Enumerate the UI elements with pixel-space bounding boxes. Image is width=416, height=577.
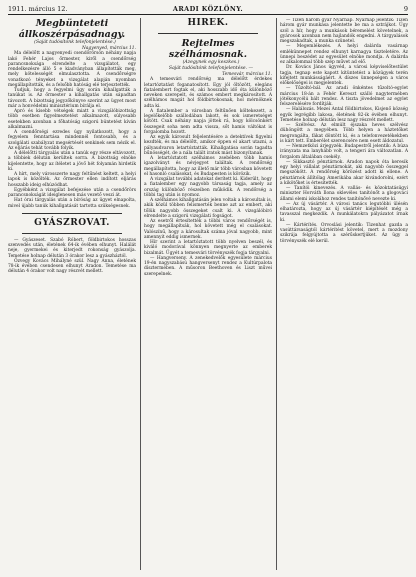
article-paragraph: Az esetről értesítették a többi város rendőrségét is, hogy megállapítsák, hol követett még el csalásokat. Valószínű, hogy a károsultak száma jóval nagyobb, mint amennyit eddig ismernek. bbox=[144, 219, 272, 240]
section-divider bbox=[158, 33, 258, 34]
article-paragraph: — Tűzoltó-bál. Az aradi önkéntes tűzoltó-egylet március 18-án a Fehér Kereszt szálló nagytermében jótékonycélú bált rendez. A tiszta jövedelmet az egylet felszerelésére fordítják. bbox=[280, 86, 408, 107]
page-number: 9 bbox=[403, 5, 408, 13]
article-headline: Rejtelmes szélhámosnak. bbox=[168, 38, 248, 60]
article-paragraph: Egyébként a vizsgálat befejezése után a csendőrörs parancsnokságát ideiglenesen más vezető veszi át. bbox=[8, 187, 136, 198]
article-paragraph: — Tanítói kinevezés. A vallás- és közoktatásügyi miniszter Horváth Ilona oklevéles tanítónőt a glogováci állami elemi iskolához rendes tanítónővé nevezte ki. bbox=[280, 186, 408, 202]
masthead bbox=[8, 4, 408, 15]
article-paragraph: Özvegy Kovács Mihályné szül. Nagy Anna, életének 78-ik évében csendesen elhunyt Aradon. Temetése ma délután 4 órakor volt nagy részvét mellett. bbox=[8, 258, 136, 275]
article-paragraph: — Halálozás. Mezei Antal földbirtokos, Kisjenő község egyik legrégibb lakosa, életének 82-ik évében elhunyt. Temetése holnap délután lesz nagy részvét mellett. bbox=[280, 107, 408, 123]
article-dateline: Temesvár, március 11. bbox=[222, 72, 272, 77]
article-paragraph: A fiatalember a városban feltűnően költekezett, a legelőkelőbb szállodában lakott, és sok ismeretséget kötött. Csak néhány napja jöttek rá, hogy kölcsönkért összegeit soha nem adta vissza, sőt hamis váltókat is forgalomba hozott. bbox=[144, 108, 272, 135]
article-byline: (Saját tudósítónk telefonjelentése.) bbox=[34, 40, 116, 45]
article-paragraph: — Megemlékezés. A helyi dalárda vasárnap emlékünnepet rendez elhunyt karnagya tiszteletére. Az ünnepi beszédet az egyesület elnöke mondja. A dalárda ez alkalommal több szép művet ad elő. bbox=[280, 44, 408, 65]
article-paragraph: Az egyik károsult feljelentésére a detektívek figyelni kezdték, és ma délelőtt, amikor éppen el akart utazni, a pályaudvaron letartóztatták. Kihallgatása során tagadta bűnösségét, de a nála talált iratok mást bizonyítanak. bbox=[144, 135, 272, 156]
article-paragraph: — Nemzetközi árjegyzék. Budapestről jelentik: A búza irányzata ma lanyhább volt, a tengeri ára változatlan. A forgalom általában csekély. bbox=[280, 144, 408, 160]
newspaper-title: ARADI KÖZLÖNY. bbox=[172, 5, 244, 13]
article-paragraph: A vizsgálat további adatokat derített ki. Kiderült, hogy a fiatalember egy nagyobb társaság tagja, amely az ország különböző részeiben működik. A rendőrség a többi tag után is nyomoz. bbox=[144, 177, 272, 198]
article-paragraph: A letartóztatott szélhámos zsebében több hamis igazolványt és névjegyet találtak. A rendőrség megállapította, hogy az illető már több városban követett el hasonló csalásokat, és Budapesten is körözik. bbox=[144, 156, 272, 177]
section-divider bbox=[22, 233, 122, 234]
article-paragraph: — Szélvész. Az elmúlt éjszaka heves szélvész dühöngött a megyében. Több helyen a háztetőket megrongálta, fákat döntött ki, és a telefonvezetékekben is kárt tett. Emberélet szerencsére nem esett áldozatul. bbox=[280, 123, 408, 144]
article-headline: Megbünteteti állkoszérpásadnagy. bbox=[18, 18, 126, 40]
article-paragraph: A szélhámos kihallgatásán jelen voltak a károsultak is, akik közül többen felismerték benne azt az embert, aki tőlük nagyobb összegeket csalt ki. A vizsgálóbíró elrendelte a szigorú vizsgálati fogságot. bbox=[144, 198, 272, 219]
article-subheading: (Azegynek egy keszkes.) bbox=[182, 60, 240, 65]
article-paragraph: — Hangverseny. A zenekedvelők egyesülete március 19-én nagyszabású hangversenyt rendez a Kultúrpalota dísztermében. A műsoron Beethoven és Liszt művei szerepelnek. bbox=[144, 255, 272, 277]
article-paragraph: Tudjuk, hogy a fegyelmi ügy során kihallgatták a tanúkat is. Az őrmester a kihallgatás után sápadtan távozott. A bizottság jegyzőkönyve szerint az ügyet most már a honvédelmi minisztérium bírálja el. bbox=[8, 88, 136, 109]
article-paragraph: Hat órai tárgyalás után a bíróság az ügyet elnapolta, mivel újabb tanúk kihallgatását tartotta szükségesnek. bbox=[8, 198, 136, 209]
section-divider bbox=[22, 213, 122, 214]
column-right bbox=[280, 18, 408, 573]
article-paragraph: A temesvári rendőrség ma délelőtt érdekes letartóztatást foganatosított. Egy jól öltözött, elegáns fiatalembert fogtak el, aki hosszabb idő óta különböző neveken szerepelt, és számos embert megkárosított. A szélhámos magát hol földbirtokosnak, hol mérnöknek adta ki. bbox=[144, 77, 272, 109]
article-paragraph: — Kártérítés. Orvoslási jelentik: Tizenhat gazda a vasúttársaságtól kártérítést követel, mert a mozdony szikrája felgyújtotta a szérűskertjüket. Az ügy a törvényszék elé kerül. bbox=[280, 222, 408, 244]
article-paragraph: Ma délelőtt a nagyenyedi csendőrörsön néhány napja lakó Fehér Lajos őrmester, kiről a csendőrség parancsnoksága elrendelte a vizsgálatot, egy rendelkezésre álló 5 e kiadványban állapították meg, mely kötelességét elmulasztotta. A csendőrségre vonatkozó tényeket a vizsgálat alapján nyomban megállapították, és a felsőbb hatóság elé terjesztették. bbox=[8, 51, 136, 88]
article-paragraph: — Az új vásártér. A városi tanács legutóbbi ülésén elhatározta, hogy az új vásártér kiépítését még a tavasszal megkezdik. A munkálatokra pályázatot írnak ki. bbox=[280, 201, 408, 223]
article-paragraph: — Sikkasztó pénztárnok. Aradon napok óta keresik egy helyi vállalat pénztárnokát, aki nagyobb összeggel megszökött. A rendőrség körözést adott ki ellene. A pénztárnok állítólag Amerikába akar kivándorolni, ezért a kikötőket is értesítették. bbox=[280, 159, 408, 186]
article-dateline: Nagyenyed, március 11. bbox=[81, 46, 136, 51]
article-paragraph: Dr. Kovács János ügyvéd, a városi képviselőtestület tagja, tegnap este kapott kitüntetést a közügyek terén kifejtett munkásságáért. A díszes ünnepségen a város előkelőségei is megjelentek. bbox=[280, 65, 408, 86]
article-paragraph: — Tizen három gyár Nyárnap. Nyárnap jelentik: Tizen három gyár munkása jelentette be ma a sztrájkot. Úgy szól a hír, hogy a munkások béremelést követelnek, a gyárosok azonban nem hajlandók engedni. A tárgyalások megszakadtak, a munka szünetel. bbox=[280, 18, 408, 44]
column-left bbox=[8, 18, 136, 573]
column-rule bbox=[140, 18, 141, 570]
article-paragraph: Apró és kisebb vétségek miatt a vizsgálóbizottság több esetben figyelmeztetést alkalmazott, súlyosabb esetekben azonban a főhatóság szigorú büntetést kíván alkalmazni. bbox=[8, 109, 136, 130]
article-paragraph: A délelőtti tárgyalás után a tanúk egy része eltávozott, a többiek délután kerültek sorra. A bizottság elnöke kijelentette, hogy az ítéletet a jövő hét folyamán hirdetik ki. bbox=[8, 151, 136, 172]
column-middle bbox=[144, 18, 272, 573]
article-byline: Saját tudósítónk telefonjelentése. — bbox=[168, 66, 254, 71]
column-rule bbox=[276, 18, 277, 570]
article-paragraph: A csendőrségi ezredes úgy nyilatkozott, hogy a fegyelem fenntartása mindennél fontosabb, és a szolgálati szabályzat megsértését senkinek sem nézik el. Az eljárás tehát tovább folyik. bbox=[8, 130, 136, 151]
section-heading: GYÁSZROVAT. bbox=[34, 217, 110, 228]
article-paragraph: Hír szerint a letartóztatott több nyelven beszél, és kiváló modorával könnyen megnyerte az emberek bizalmát. Ügyét a temesvári törvényszék fogja tárgyalni. bbox=[144, 240, 272, 256]
article-paragraph: — Gyászeset. Szabó Róbert, földbirtokos hosszas szenvedés után, életének 64-ik évében elhunyt. Halálát neje, gyermekei és kiterjedt rokonság gyászolja. Temetése holnap délután 3 órakor lesz a gyászháztól. bbox=[8, 237, 136, 259]
article-paragraph: A hírt, mely városszerte nagy feltűnést keltett, a helyi lapok is közölték. Az őrmester ellen indított eljárás hosszabb ideig elhúzódhat. bbox=[8, 172, 136, 188]
issue-date: 1911. március 12. bbox=[8, 5, 68, 13]
section-heading: HÍREK. bbox=[187, 18, 229, 28]
